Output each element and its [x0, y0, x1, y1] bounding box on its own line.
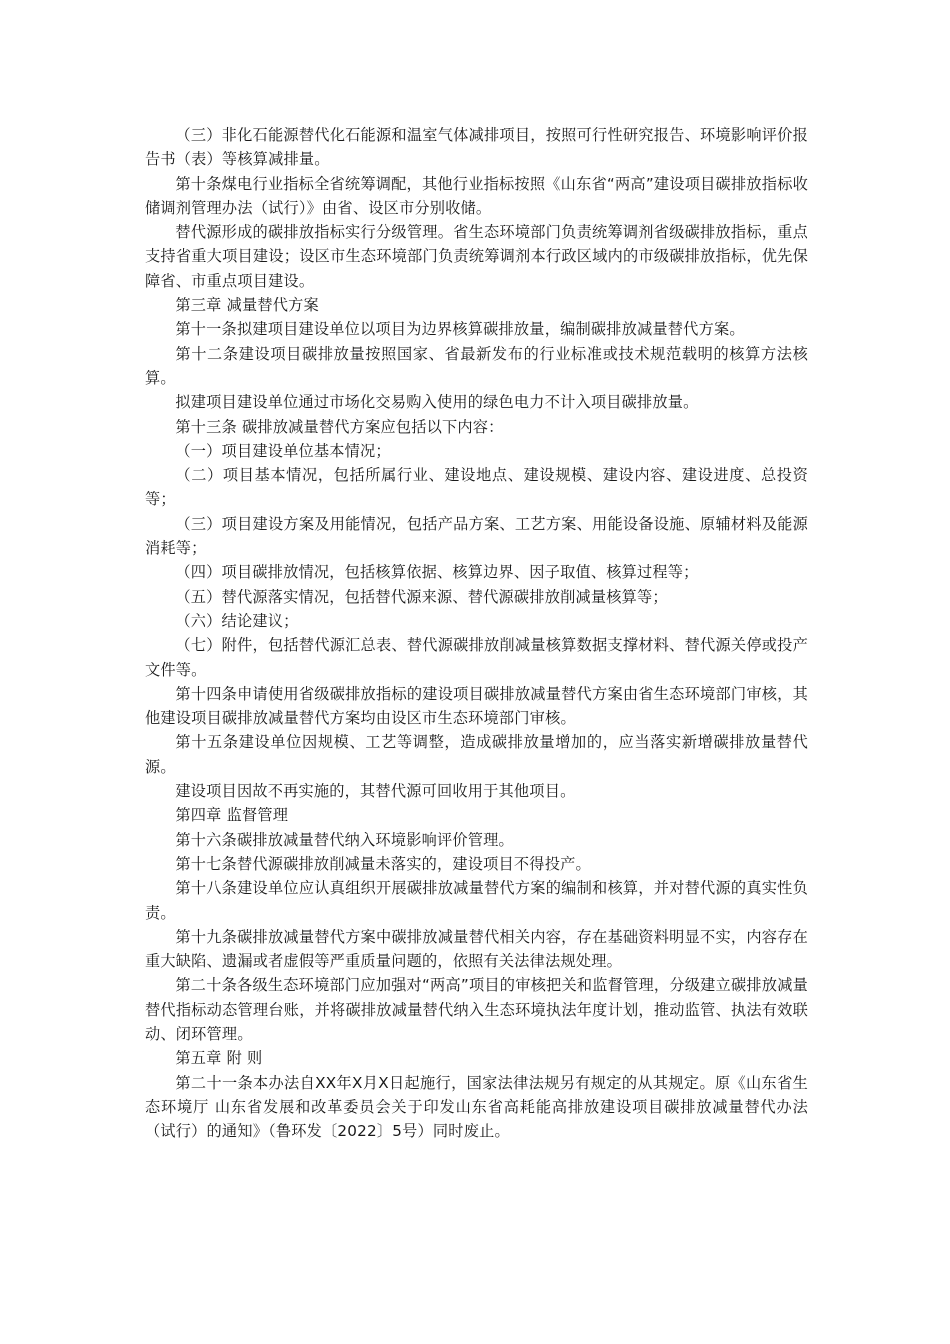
paragraph-article-11: 第十一条拟建项目建设单位以项目为边界核算碳排放量，编制碳排放减量替代方案。: [175, 320, 745, 339]
paragraph-green-power: 拟建项目建设单位通过市场化交易购入使用的绿色电力不计入项目碳排放量。: [175, 393, 699, 412]
paragraph-article-17: 第十七条替代源碳排放削减量未落实的，建设项目不得投产。: [175, 854, 591, 873]
chapter-5-heading: 第五章 附 则: [175, 1049, 263, 1068]
list-item-2: （二）项目基本情况，包括所属行业、建设地点、建设规模、建设内容、建设进度、总投资等；: [145, 466, 808, 509]
document-body: [145, 123, 808, 1143]
paragraph-graded-management: 替代源形成的碳排放指标实行分级管理。省生态环境部门负责统筹调剂省级碳排放指标，重点支持省重大项目建设；设区市生态环境部门负责统筹调剂本行政区域内的市级碳排放指标，优先保障省、市重点项目建设。: [145, 223, 808, 290]
paragraph-article-19: 第十九条碳排放减量替代方案中碳排放减量替代相关内容，存在基础资料明显不实，内容存在重大缺陷、遗漏或者虚假等严重质量问题的，依照有关法律法规处理。: [145, 927, 808, 971]
chapter-3-heading: 第三章 减量替代方案: [175, 296, 319, 315]
paragraph-article-14: 第十四条申请使用省级碳排放指标的建设项目碳排放减量替代方案由省生态环境部门审核，其他建设项目碳排放减量替代方案均由设区市生态环境部门审核。: [145, 684, 808, 728]
paragraph-article-18: 第十八条建设单位应认真组织开展碳排放减量替代方案的编制和核算，并对替代源的真实性负责。: [145, 879, 808, 922]
paragraph-article-15: 第十五条建设单位因规模、工艺等调整，造成碳排放量增加的，应当落实新增碳排放量替代源。: [145, 733, 808, 776]
paragraph-article-21: 第二十一条本办法自XX年X月X日起施行，国家法律法规另有规定的从其规定。原《山东省生态环境厅 山东省发展和改革委员会关于印发山东省高耗能高排放建设项目碳排放减量替代办法（试行）的通知》（鲁环发〔2022〕5号）同时废止。: [145, 1073, 808, 1141]
paragraph-article-16: 第十六条碳排放减量替代纳入环境影响评价管理。: [175, 830, 514, 849]
list-item-4: （四）项目碳排放情况，包括核算依据、核算边界、因子取值、核算过程等；: [175, 563, 699, 582]
paragraph-article-10: 第十条煤电行业指标全省统筹调配，其他行业指标按照《山东省“两高”建设项目碳排放指标收储调剂管理办法（试行）》由省、设区市分别收储。: [145, 174, 808, 217]
paragraph-item-3-nonfossil: （三）非化石能源替代化石能源和温室气体减排项目，按照可行性研究报告、环境影响评价报告书（表）等核算减排量。: [145, 126, 808, 169]
list-item-7: （七）附件，包括替代源汇总表、替代源碳排放削减量核算数据支撑材料、替代源关停或投产文件等。: [145, 636, 808, 679]
chapter-4-heading: 第四章 监督管理: [175, 806, 289, 825]
list-item-6: （六）结论建议；: [175, 611, 299, 630]
paragraph-article-12: 第十二条建设项目碳排放量按照国家、省最新发布的行业标准或技术规范载明的核算方法核算。: [145, 344, 808, 387]
list-item-1: （一）项目建设单位基本情况；: [175, 441, 391, 460]
list-item-3: （三）项目建设方案及用能情况，包括产品方案、工艺方案、用能设备设施、原辅材料及能源消耗等；: [145, 514, 808, 558]
paragraph-article-20: 第二十条各级生态环境部门应加强对“两高”项目的审核把关和监督管理，分级建立碳排放减量替代指标动态管理台账，并将碳排放减量替代纳入生态环境执法年度计划，推动监管、执法有效联动、闭环管理。: [145, 976, 808, 1043]
paragraph-project-cancel: 建设项目因故不再实施的，其替代源可回收用于其他项目。: [175, 782, 576, 801]
paragraph-article-13: 第十三条 碳排放减量替代方案应包括以下内容：: [175, 417, 504, 436]
list-item-5: （五）替代源落实情况，包括替代源来源、替代源碳排放削减量核算等；: [175, 587, 668, 606]
